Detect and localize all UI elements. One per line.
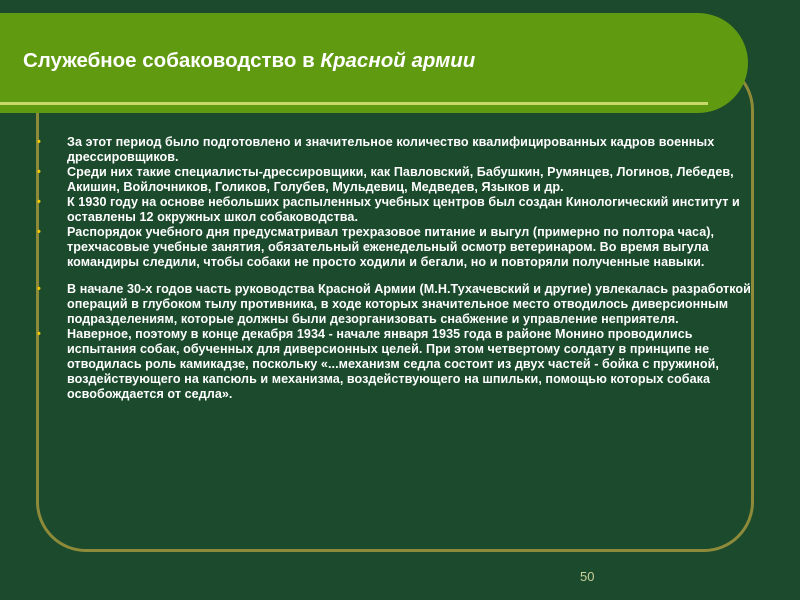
bullet-item bbox=[37, 135, 752, 165]
bullet-icon: • bbox=[37, 166, 41, 178]
bullet-icon: • bbox=[37, 283, 41, 295]
bullet-text: Среди них такие специалисты-дрессировщики, как Павловский, Бабушкин, Румянцев, Логинов, Лебедев, Акишин, Войлочников, Голиков, Голубев, Мульдевиц, Медведев, Языков и др. bbox=[67, 165, 734, 194]
slide-title-italic: Красной армии bbox=[320, 49, 476, 72]
slide-title bbox=[23, 49, 475, 73]
bullet-item bbox=[37, 195, 752, 225]
page-number: 50 bbox=[580, 569, 595, 584]
bullet-item bbox=[37, 282, 752, 327]
bullet-text: В начале 30-х годов часть руководства Красной Армии (М.Н.Тухачевский и другие) увлекалась разработкой операций в глубоком тылу противника, в ходе которых значительное место отводилось диверсионным подразделениям, которые должны были дезорганизовать снабжение и управление неприятеля. bbox=[67, 282, 751, 326]
bullet-text: Распорядок учебного дня предусматривал трехразовое питание и выгул (примерно по полтора часа), трехчасовые учебные занятия, обязательный еженедельный осмотр ветеринаром. Во время выгула командиры следили, чтобы собаки не просто ходили и бегали, но и повторяли полученные навыки. bbox=[67, 225, 715, 269]
bullet-item bbox=[37, 225, 752, 270]
title-underline bbox=[0, 102, 708, 105]
bullet-text: Наверное, поэтому в конце декабря 1934 - начале января 1935 года в районе Монино проводились испытания собак, обученных для диверсионных целей. При этом четвертому солдату в принципе не отводилась роль камикадзе, поскольку «...механизм седла состоит из двух частей - бойка с пружиной, воздействующего на капсюль и механизма, воздействующего на шпильки, помощью которых собака освобождается от седла». bbox=[67, 327, 719, 401]
slide-title-main: Служебное собаководство в bbox=[23, 49, 321, 72]
bullet-icon: • bbox=[37, 136, 41, 148]
bullet-icon: • bbox=[37, 226, 41, 238]
bullet-icon: • bbox=[37, 328, 41, 340]
bullet-item bbox=[37, 327, 752, 402]
bullet-item bbox=[37, 165, 752, 195]
bullet-list bbox=[37, 135, 752, 402]
bullet-text: К 1930 году на основе небольших распыленных учебных центров был создан Кинологический институт и оставлены 12 окружных школ собаководства. bbox=[67, 195, 740, 224]
bullet-text: За этот период было подготовлено и значительное количество квалифицированных кадров военных дрессировщиков. bbox=[67, 135, 715, 164]
bullet-icon: • bbox=[37, 196, 41, 208]
